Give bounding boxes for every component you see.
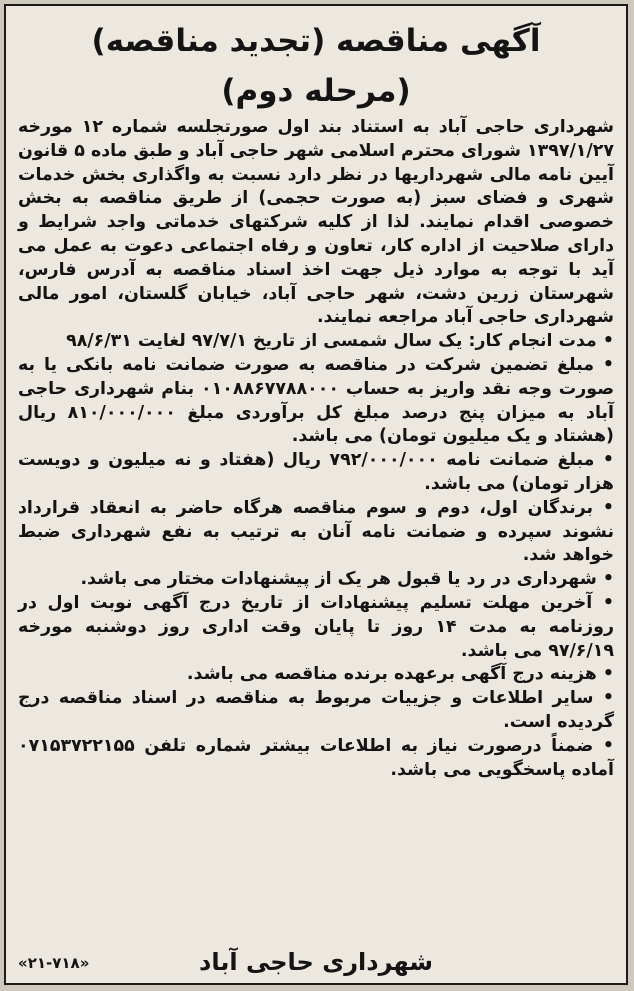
notice-title: آگهی مناقصه (تجدید مناقصه): [91, 23, 541, 59]
condition-item-rejection-right: • شهرداری در رد یا قبول هر یک از پیشنهادات مختار می باشد.: [18, 568, 614, 592]
ad-code: «۲۱-۷۱۸»: [18, 954, 90, 972]
condition-item-forfeit: • برندگان اول، دوم و سوم مناقصه هرگاه حاضر به انعقاد قرارداد نشوند سپرده و ضمانت نامه آنان به ترتیب به نفع شهرداری ضبط خواهد شد.: [18, 497, 614, 568]
notice-footer: [6, 945, 626, 979]
condition-item-duration: • مدت انجام کار: یک سال شمسی از تاریخ ۹۷/۷/۱ لغایت ۹۸/۶/۳۱: [18, 330, 614, 354]
notice-signature: شهرداری حاجی آباد: [199, 948, 433, 976]
notice-content: [18, 16, 614, 983]
notice-intro-paragraph: شهرداری حاجی آباد به استناد بند اول صورتجلسه شماره ۱۲ مورخه ۱۳۹۷/۱/۲۷ شورای محترم اسلامی شهر حاجی آباد و طبق ماده ۵ قانون آیین نامه مالی شهرداریها در نظر دارد نسبت به واگذاری بخش خدمات شهری و فضای سبز (به صورت حجمی) از طریق مناقصه به بخش خصوصی اقدام نمایند. لذا از کلیه شرکتهای خدماتی واجد شرایط و دارای صلاحیت از اداره کار، تعاون و رفاه اجتماعی دعوت به عمل می آید با توجه به موارد ذیل جهت اخذ اسناد مناقصه به آدرس فارس، شهرستان زرین دشت، شهر حاجی آباد، خیابان گلستان، امور مالی شهرداری حاجی آباد مراجعه نمایند.: [18, 117, 615, 328]
condition-item-participation-guarantee: • مبلغ تضمین شرکت در مناقصه به صورت ضمانت نامه بانکی یا به صورت وجه نقد واریز به حساب ۰۱۰۸۸۶۷۷۸۸۰۰۰ بنام شهرداری حاجی آباد به میزان پنج درصد مبلغ کل برآوردی مبلغ ۸۱۰/۰۰۰/۰۰۰ ریال (هشتاد و یک میلیون تومان) می باشد.: [18, 354, 614, 449]
condition-item-ad-cost: • هزینه درج آگهی برعهده برنده مناقصه می باشد.: [18, 663, 614, 687]
condition-item-guarantee-amount: • مبلغ ضمانت نامه ۷۹۲/۰۰۰/۰۰۰ ریال (هفتاد و نه میلیون و دویست هزار تومان) می باشد.: [18, 449, 614, 497]
notice-conditions-list: [18, 330, 614, 782]
condition-item-deadline: • آخرین مهلت تسلیم پیشنهادات از تاریخ درج آگهی نوبت اول در روزنامه به مدت ۱۴ روز تا پایان وقت اداری روز دوشنبه مورخه ۹۷/۶/۱۹ می باشد.: [18, 592, 614, 663]
notice-paper: [4, 4, 628, 985]
condition-item-contact-phone: • ضمناً درصورت نیاز به اطلاعات بیشتر شماره تلفن ۰۷۱۵۳۷۲۲۱۵۵ آماده پاسخگویی می باشد.: [18, 735, 614, 783]
condition-item-other-info: • سایر اطلاعات و جزییات مربوط به مناقصه در اسناد مناقصه درج گردیده است.: [18, 687, 614, 735]
notice-subtitle: (مرحله دوم): [221, 73, 411, 109]
